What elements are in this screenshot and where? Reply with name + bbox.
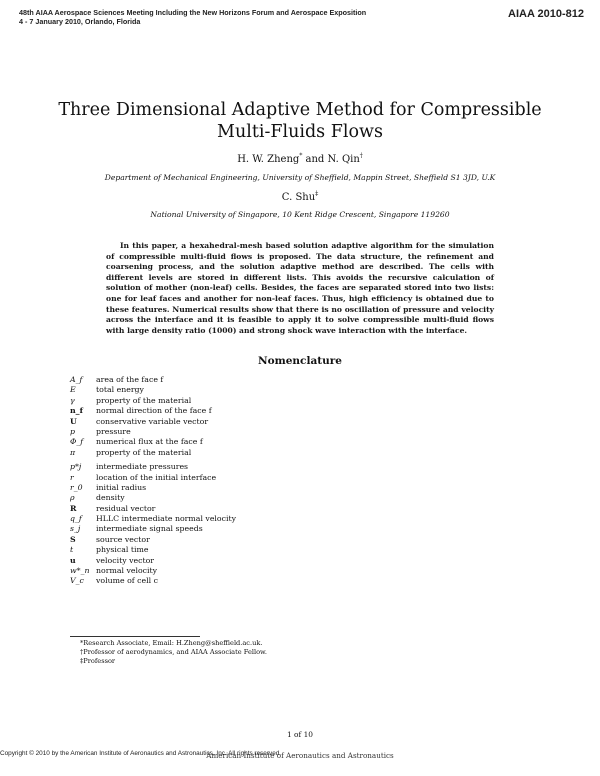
nomenclature-symbol: E bbox=[70, 385, 76, 395]
nomenclature-entry bbox=[70, 437, 370, 447]
footnote-divider bbox=[70, 636, 200, 637]
nomenclature-desc: normal velocity bbox=[96, 566, 158, 576]
nomenclature-symbol: Φ_f bbox=[70, 437, 84, 447]
nomenclature-symbol: w*_n bbox=[70, 566, 90, 576]
nomenclature-entry bbox=[70, 545, 370, 555]
page-number: 1 of 10 bbox=[287, 730, 313, 739]
nomenclature-symbol: U bbox=[70, 416, 77, 426]
nomenclature-entry bbox=[70, 473, 370, 483]
publisher-line: American Institute of Aeronautics and Astronautics bbox=[206, 751, 394, 760]
abstract: In this paper, a hexahedral-mesh based solution adaptive algorithm for the simulation of compressible multi-fluid flows is proposed. The data structure, the refinement and coarsening process, and the solution adaptive method are described. The cells with different levels are stored in different lists. This avoids the recursive calculation of solution of mother (non-leaf) cells. Besides, the faces are separated stored into two lists: one for leaf faces and another for non-leaf faces. Thus, high efficiency is obtained due to these features. Numerical results show that there is no oscillation of pressure and velocity across the interface and it is feasible to apply it to solve compressible multi-fluid flows with large density ratio (1000) and strong shock wave interaction with the interface. bbox=[106, 241, 494, 335]
nomenclature-entry bbox=[70, 427, 370, 437]
nomenclature-desc: physical time bbox=[96, 545, 149, 555]
nomenclature-desc: total energy bbox=[96, 385, 144, 395]
nomenclature-desc: conservative variable vector bbox=[96, 416, 209, 426]
nomenclature-desc: location of the initial interface bbox=[96, 472, 217, 482]
nomenclature-entry bbox=[70, 514, 370, 524]
nomenclature-entry bbox=[70, 504, 370, 514]
nomenclature-desc: HLLC intermediate normal velocity bbox=[96, 514, 237, 524]
nomenclature-desc: initial radius bbox=[96, 482, 147, 492]
author-shu: C. Shu bbox=[281, 192, 316, 203]
footnote-2: †Professor of aerodynamics, and AIAA Associate Fellow. bbox=[80, 648, 268, 656]
nomenclature-desc: intermediate pressures bbox=[96, 462, 189, 472]
nomenclature-entry bbox=[70, 493, 370, 503]
nomenclature-entry bbox=[70, 396, 370, 406]
author-qin-mark: † bbox=[359, 152, 363, 160]
nomenclature-desc: density bbox=[96, 493, 125, 503]
nomenclature-symbol: r bbox=[70, 472, 74, 482]
affiliation-sheffield: Department of Mechanical Engineering, University of Sheffield, Mappin Street, Sheffield S1 3JD, U.K bbox=[104, 173, 496, 182]
nomenclature-entry bbox=[70, 448, 370, 458]
nomenclature-symbol: ρ bbox=[70, 493, 75, 503]
nomenclature-desc: velocity vector bbox=[96, 555, 155, 565]
nomenclature-symbol: γ bbox=[70, 395, 75, 405]
affiliation-singapore: National University of Singapore, 10 Kent Ridge Crescent, Singapore 119260 bbox=[150, 210, 450, 219]
author-zheng-mark: * bbox=[299, 152, 303, 160]
authors-line-1 bbox=[0, 154, 600, 165]
nomenclature-entry bbox=[70, 385, 370, 395]
nomenclature-entry bbox=[70, 462, 370, 472]
nomenclature-desc: residual vector bbox=[96, 503, 156, 513]
nomenclature-entry bbox=[70, 375, 370, 385]
nomenclature-symbol: n_f bbox=[70, 406, 83, 416]
nomenclature-symbol: R bbox=[70, 503, 77, 513]
title-line-1: Three Dimensional Adaptive Method for Compressible bbox=[58, 100, 542, 120]
nomenclature-symbol: s_j bbox=[70, 524, 81, 534]
copyright-notice: Copyright © 2010 by the American Institute of Aeronautics and Astronautics, Inc. All rights reserved. bbox=[0, 750, 282, 757]
nomenclature-symbol: t bbox=[70, 545, 74, 555]
nomenclature-entry bbox=[70, 566, 370, 576]
nomenclature-entry bbox=[70, 535, 370, 545]
authors-and: and bbox=[302, 154, 328, 165]
nomenclature-symbol: p*j bbox=[70, 462, 82, 472]
footnote-3: ‡Professor bbox=[80, 657, 116, 665]
author-qin: N. Qin bbox=[327, 154, 360, 165]
authors-line-2 bbox=[0, 192, 600, 203]
nomenclature-symbol: q_f bbox=[70, 514, 82, 524]
nomenclature-symbol: p bbox=[70, 426, 75, 436]
conference-line-1: 48th AIAA Aerospace Sciences Meeting Including the New Horizons Forum and Aerospace Exposition bbox=[19, 8, 367, 17]
nomenclature-desc: property of the material bbox=[96, 395, 192, 405]
nomenclature-symbol: π bbox=[70, 447, 76, 457]
footnote-1: *Research Associate, Email: H.Zheng@sheffield.ac.uk. bbox=[80, 639, 263, 647]
paper-title bbox=[0, 99, 600, 143]
nomenclature-desc: area of the face f bbox=[96, 375, 164, 384]
conference-info bbox=[19, 9, 366, 26]
nomenclature-heading: Nomenclature bbox=[258, 355, 342, 367]
nomenclature-entry bbox=[70, 556, 370, 566]
nomenclature-desc: source vector bbox=[96, 534, 150, 544]
title-line-2: Multi-Fluids Flows bbox=[217, 122, 383, 142]
nomenclature-list bbox=[70, 375, 370, 587]
nomenclature-entry bbox=[70, 483, 370, 493]
author-shu-mark: ‡ bbox=[315, 190, 319, 198]
nomenclature-entry bbox=[70, 576, 370, 586]
nomenclature-desc: numerical flux at the face f bbox=[96, 437, 203, 447]
nomenclature-entry bbox=[70, 406, 370, 416]
nomenclature-desc: pressure bbox=[96, 426, 131, 436]
nomenclature-desc: property of the material bbox=[96, 447, 192, 457]
author-zheng: H. W. Zheng bbox=[237, 154, 300, 165]
nomenclature-desc: volume of cell c bbox=[96, 576, 158, 586]
nomenclature-symbol: r_0 bbox=[70, 482, 83, 492]
nomenclature-entry bbox=[70, 417, 370, 427]
nomenclature-symbol: S bbox=[70, 534, 76, 544]
paper-number: AIAA 2010-812 bbox=[508, 8, 585, 20]
nomenclature-entry bbox=[70, 524, 370, 534]
nomenclature-desc: intermediate signal speeds bbox=[96, 524, 203, 534]
nomenclature-symbol: A_f bbox=[70, 375, 83, 384]
nomenclature-symbol: V_c bbox=[70, 576, 84, 586]
nomenclature-desc: normal direction of the face f bbox=[96, 406, 212, 416]
conference-line-2: 4 - 7 January 2010, Orlando, Florida bbox=[19, 16, 141, 26]
nomenclature-symbol: u bbox=[70, 555, 76, 565]
